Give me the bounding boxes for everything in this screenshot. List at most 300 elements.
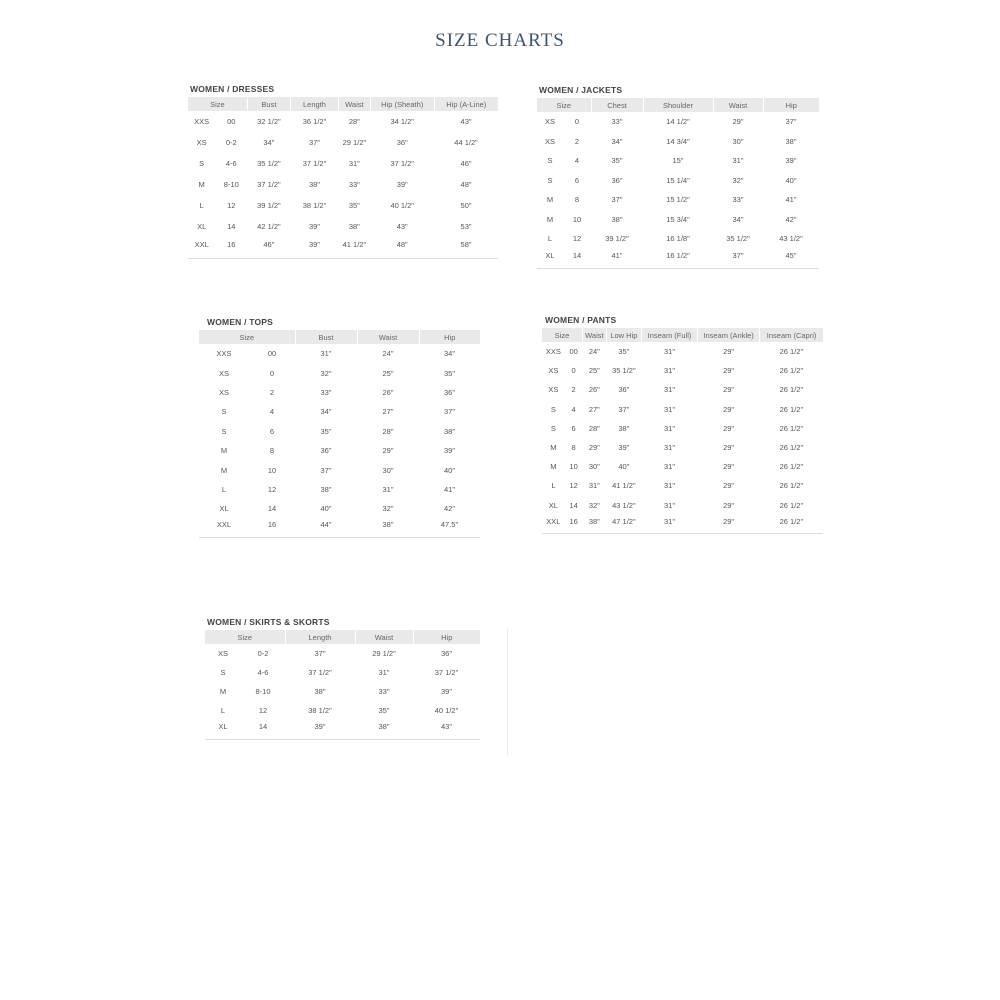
table-cell: 36" [443,387,455,397]
table-row [542,380,823,399]
table-cell: 29" [723,481,735,491]
table-cell: 34" [320,407,332,417]
table-cell: 38" [357,519,419,538]
tops-chart [199,317,480,538]
table-cell: 16 [249,519,295,538]
column-header: Inseam (Ankle) [698,328,760,342]
table-cell: M [546,195,554,205]
table-cell: 39" [618,443,630,453]
table-cell: M [550,443,557,453]
table-cell: XXS [545,347,561,357]
table-cell: 35" [320,426,332,436]
table-cell: 35" [443,368,455,378]
column-header: Size [537,98,591,112]
table-cell: 30" [588,462,600,472]
column-header: Length [285,630,355,644]
skirts-divider [507,628,508,756]
table-cell: 15 1/4" [666,175,690,185]
jackets-header-row [537,98,819,112]
tops-table [199,330,480,538]
table-cell: 37" [611,195,623,205]
column-header: Hip (Sheath) [370,97,434,111]
table-row [542,400,823,419]
table-row [537,190,819,210]
table-row [537,171,819,191]
table-cell: 44 1/2" [454,138,478,147]
table-cell: 6 [571,423,576,433]
table-cell: 30" [382,465,394,475]
table-row [199,460,480,479]
table-cell: XS [196,138,207,147]
dresses-chart [188,84,498,259]
table-cell: 53" [460,222,472,231]
table-row [205,682,480,701]
column-header: Hip [763,98,819,112]
table-cell: 29 1/2" [342,138,367,147]
table-cell: 35 1/2" [726,234,750,244]
table-cell: 40" [785,175,797,185]
table-cell: 29" [732,117,744,127]
page-title: SIZE CHARTS [435,30,565,51]
table-cell: 41" [785,195,797,205]
table-row [542,457,823,476]
table-cell: 31" [588,481,600,491]
column-header: Bust [295,330,357,344]
table-cell: 38" [314,687,326,696]
table-row [542,476,823,495]
table-cell: 34" [263,138,275,147]
table-cell: 44" [295,519,357,538]
table-cell: 43" [460,117,472,126]
table-cell: 27" [588,404,600,414]
table-cell: 37 1/2" [390,159,414,168]
table-cell: 15" [672,156,684,166]
table-cell: S [221,426,227,436]
table-cell: L [551,481,556,491]
table-cell: 36" [618,385,630,395]
table-cell: 37" [308,138,320,147]
dresses-table [188,97,498,259]
column-header: Length [291,97,339,111]
column-header: Waist [338,97,370,111]
table-cell: 10 [267,465,277,475]
table-cell: 0 [571,366,576,376]
table-cell: 38" [348,222,360,231]
table-cell: XS [218,368,229,378]
dresses-header-row [188,97,498,111]
table-row [205,644,480,663]
table-cell: L [221,484,227,494]
table-cell: 29" [698,515,760,534]
table-cell: 39" [443,446,455,456]
table-cell: 47 1/2" [606,515,641,534]
table-cell: 00 [267,349,277,359]
column-header: Waist [582,328,606,342]
table-cell: 00 [227,117,236,126]
column-header: Chest [591,98,643,112]
table-cell: XXL [199,519,249,538]
table-row [542,361,823,380]
column-header: Waist [357,330,419,344]
table-cell: 41" [443,484,455,494]
table-cell: M [219,687,227,696]
table-cell: 24" [588,347,600,357]
table-cell: 26 1/2" [779,443,804,453]
table-cell: 36" [440,649,452,658]
table-cell: 25" [382,368,394,378]
table-cell: 35" [378,706,390,715]
table-row [205,701,480,720]
table-cell: 16 [215,237,247,258]
table-cell: 38" [443,426,455,436]
table-cell: 35" [348,201,360,210]
table-cell: 12 [569,481,578,491]
table-cell: 4-6 [225,159,237,168]
table-cell: S [547,175,553,185]
column-header: Low Hip [606,328,641,342]
table-cell: XS [218,387,229,397]
table-cell: 28" [348,117,360,126]
table-cell: 50" [460,201,472,210]
table-cell: S [550,423,556,433]
column-header: Hip [413,630,480,644]
table-cell: 37 1/2" [434,668,459,677]
table-cell: XXL [188,237,215,258]
table-row [199,363,480,382]
table-cell: 36" [611,175,623,185]
table-cell: 31" [664,443,676,453]
table-cell: 34 1/2" [390,117,414,126]
table-cell: 14 [563,249,591,269]
table-cell: 48" [460,180,472,189]
table-cell: 12 [267,484,277,494]
table-cell: 26 1/2" [779,500,804,510]
table-cell: 2 [571,385,576,395]
jackets-chart [537,85,819,269]
column-header: Inseam (Capri) [760,328,823,342]
table-cell: 42" [785,214,797,224]
table-cell: 43 1/2" [612,500,636,510]
table-cell: 46" [460,159,472,168]
table-cell: 43" [413,720,480,739]
table-cell: 37 1/2" [302,159,327,168]
table-cell: 31" [664,423,676,433]
table-cell: 39" [308,222,320,231]
table-cell: 29" [723,423,735,433]
table-cell: S [550,404,556,414]
column-header: Hip (A-Line) [434,97,498,111]
table-cell: 33" [320,387,332,397]
table-cell: 16 [565,515,583,534]
table-cell: 39 1/2" [257,201,281,210]
table-cell: XXS [216,349,232,359]
table-cell: 14 [569,500,578,510]
table-cell: XXL [542,515,565,534]
table-cell: 36" [320,446,332,456]
table-cell: XL [205,720,241,739]
table-cell: 26 1/2" [779,404,804,414]
table-cell: 26 1/2" [779,366,804,376]
table-cell: 31" [664,462,676,472]
table-cell: XS [548,385,559,395]
table-cell: 38 1/2" [302,201,327,210]
table-cell: 12 [258,706,268,715]
table-cell: 31" [664,481,676,491]
table-cell: 37 1/2" [308,668,332,677]
table-row [199,383,480,402]
table-cell: XL [548,500,558,510]
table-cell: 31" [664,366,676,376]
table-cell: 31" [664,404,676,414]
table-cell: 0 [574,117,580,127]
column-header: Size [199,330,295,344]
table-cell: 29" [723,462,735,472]
table-cell: 4 [269,407,275,417]
table-cell: 2 [574,136,580,146]
pants-chart-title: WOMEN / PANTS [545,315,617,325]
table-cell: 26 1/2" [779,347,804,357]
table-cell: 14 [227,222,236,231]
table-cell: 36 1/2" [302,117,327,126]
table-cell: 37" [443,407,455,417]
table-cell: 8 [269,446,275,456]
table-cell: 38" [785,136,797,146]
table-cell: 31" [664,347,676,357]
table-cell: 40 1/2" [390,201,414,210]
table-cell: 0-2 [225,138,237,147]
table-cell: 32 1/2" [257,117,281,126]
table-cell: 38" [582,515,606,534]
table-cell: 32" [382,504,394,514]
table-cell: 24" [382,349,394,359]
table-cell: 12 [572,234,582,244]
table-cell: 37" [713,249,763,269]
column-header: Size [542,328,582,342]
tops-chart-title: WOMEN / TOPS [207,317,273,327]
table-cell: 35" [618,347,630,357]
table-cell: 26 1/2" [760,515,823,534]
table-cell: 42 1/2" [257,222,281,231]
table-cell: 40 1/2" [434,706,459,715]
table-cell: 38" [611,214,623,224]
table-row [188,132,498,153]
table-row [537,112,819,132]
table-cell: 39" [285,720,355,739]
skirts-table [205,630,480,740]
table-cell: 25" [588,366,600,376]
table-row [199,519,480,538]
table-row [188,111,498,132]
table-cell: 40" [320,504,332,514]
table-cell: 33" [732,195,744,205]
table-row [199,344,480,363]
table-cell: 31" [642,515,698,534]
table-cell: 32" [320,368,332,378]
table-cell: 14 1/2" [666,117,690,127]
table-cell: L [220,706,226,715]
table-cell: 29" [588,443,600,453]
tops-header-row [199,330,480,344]
table-cell: 42" [443,504,455,514]
table-cell: 29" [723,500,735,510]
table-cell: 47.5" [419,519,480,538]
table-cell: 32" [588,500,600,510]
table-cell: 31" [664,385,676,395]
table-cell: 4 [574,156,580,166]
table-cell: 37" [785,117,797,127]
table-cell: 43" [396,222,408,231]
table-cell: XL [197,222,207,231]
table-cell: 29" [723,366,735,376]
table-cell: 30" [732,136,744,146]
table-row [205,720,480,739]
table-cell: 0 [269,368,275,378]
table-cell: XS [548,366,559,376]
column-header: Bust [247,97,290,111]
table-row [542,342,823,361]
skirts-chart-title: WOMEN / SKIRTS & SKORTS [207,617,330,627]
table-cell: 4-6 [257,668,269,677]
column-header: Size [188,97,247,111]
table-row [199,422,480,441]
table-cell: 37" [320,465,332,475]
table-cell: 26 1/2" [779,385,804,395]
table-cell: 40" [443,465,455,475]
table-cell: 39" [440,687,452,696]
table-cell: 26 1/2" [779,423,804,433]
table-cell: 8-10 [255,687,271,696]
table-row [542,438,823,457]
table-cell: 37" [314,649,326,658]
table-cell: 10 [569,462,578,472]
table-cell: 6 [269,426,275,436]
table-cell: 8 [571,443,576,453]
table-cell: M [220,465,228,475]
table-cell: 29" [382,446,394,456]
table-cell: 15 3/4" [666,214,690,224]
table-cell: 0-2 [257,649,269,658]
table-cell: M [198,180,205,189]
table-cell: S [547,156,553,166]
table-cell: 26 1/2" [779,481,804,491]
table-cell: 58" [434,237,498,258]
table-cell: XXS [194,117,210,126]
table-row [199,402,480,421]
table-cell: 29" [723,347,735,357]
table-cell: 37" [618,404,630,414]
column-header: Shoulder [643,98,713,112]
table-cell: 16 1/2" [643,249,713,269]
table-cell: 35 1/2" [612,366,636,376]
table-cell: 32" [732,175,744,185]
table-cell: 14 [241,720,285,739]
table-cell: 15 1/2" [666,195,690,205]
table-cell: 48" [370,237,434,258]
column-header: Inseam (Full) [642,328,698,342]
table-cell: 38 1/2" [308,706,332,715]
table-cell: 31" [348,159,360,168]
table-cell: 10 [572,214,582,224]
skirts-header-row [205,630,480,644]
table-cell: 35" [611,156,623,166]
table-cell: 4 [571,404,576,414]
table-cell: 33" [611,117,623,127]
table-row [542,515,823,534]
table-cell: 31" [664,500,676,510]
table-cell: 35 1/2" [257,159,281,168]
table-cell: 29" [723,385,735,395]
table-cell: 28" [382,426,394,436]
table-cell: 39" [291,237,339,258]
table-cell: XS [217,649,228,658]
table-row [537,132,819,152]
column-header: Waist [355,630,413,644]
table-cell: 40" [618,462,630,472]
table-cell: L [547,234,553,244]
table-cell: 39" [785,156,797,166]
table-cell: 41 1/2" [338,237,370,258]
table-cell: 29 1/2" [372,649,396,658]
table-row [199,480,480,499]
table-cell: 14 3/4" [666,136,690,146]
table-cell: M [550,462,557,472]
column-header: Hip [419,330,480,344]
jackets-table [537,98,819,269]
table-cell: 2 [269,387,275,397]
table-cell: 00 [569,347,578,357]
table-cell: 34" [732,214,744,224]
table-cell: 34" [443,349,455,359]
table-cell: 41" [591,249,643,269]
table-cell: M [546,214,554,224]
table-cell: 33" [348,180,360,189]
pants-header-row [542,328,823,342]
table-row [537,210,819,230]
table-row [537,249,819,269]
table-row [542,496,823,515]
pants-chart [542,315,823,534]
table-cell: 31" [378,668,390,677]
table-row [537,151,819,171]
table-cell: 41 1/2" [612,481,636,491]
table-cell: 31" [382,484,394,494]
table-row [205,663,480,682]
table-cell: XS [544,136,555,146]
table-cell: 26" [382,387,394,397]
table-cell: 6 [574,175,580,185]
table-cell: 26 1/2" [779,462,804,472]
table-cell: L [199,201,204,210]
table-cell: 28" [588,423,600,433]
table-cell: 31" [732,156,744,166]
table-cell: 26" [588,385,600,395]
table-cell: 29" [723,404,735,414]
table-cell: 38" [355,720,413,739]
table-cell: 39" [396,180,408,189]
table-row [188,216,498,237]
table-row [199,499,480,518]
table-row [537,229,819,249]
dresses-chart-title: WOMEN / DRESSES [190,84,275,94]
table-cell: 29" [723,443,735,453]
table-cell: 14 [267,504,277,514]
table-cell: 27" [382,407,394,417]
table-cell: 12 [227,201,236,210]
table-cell: XL [219,504,229,514]
column-header: Waist [713,98,763,112]
table-cell: 36" [396,138,408,147]
table-cell: XL [537,249,563,269]
